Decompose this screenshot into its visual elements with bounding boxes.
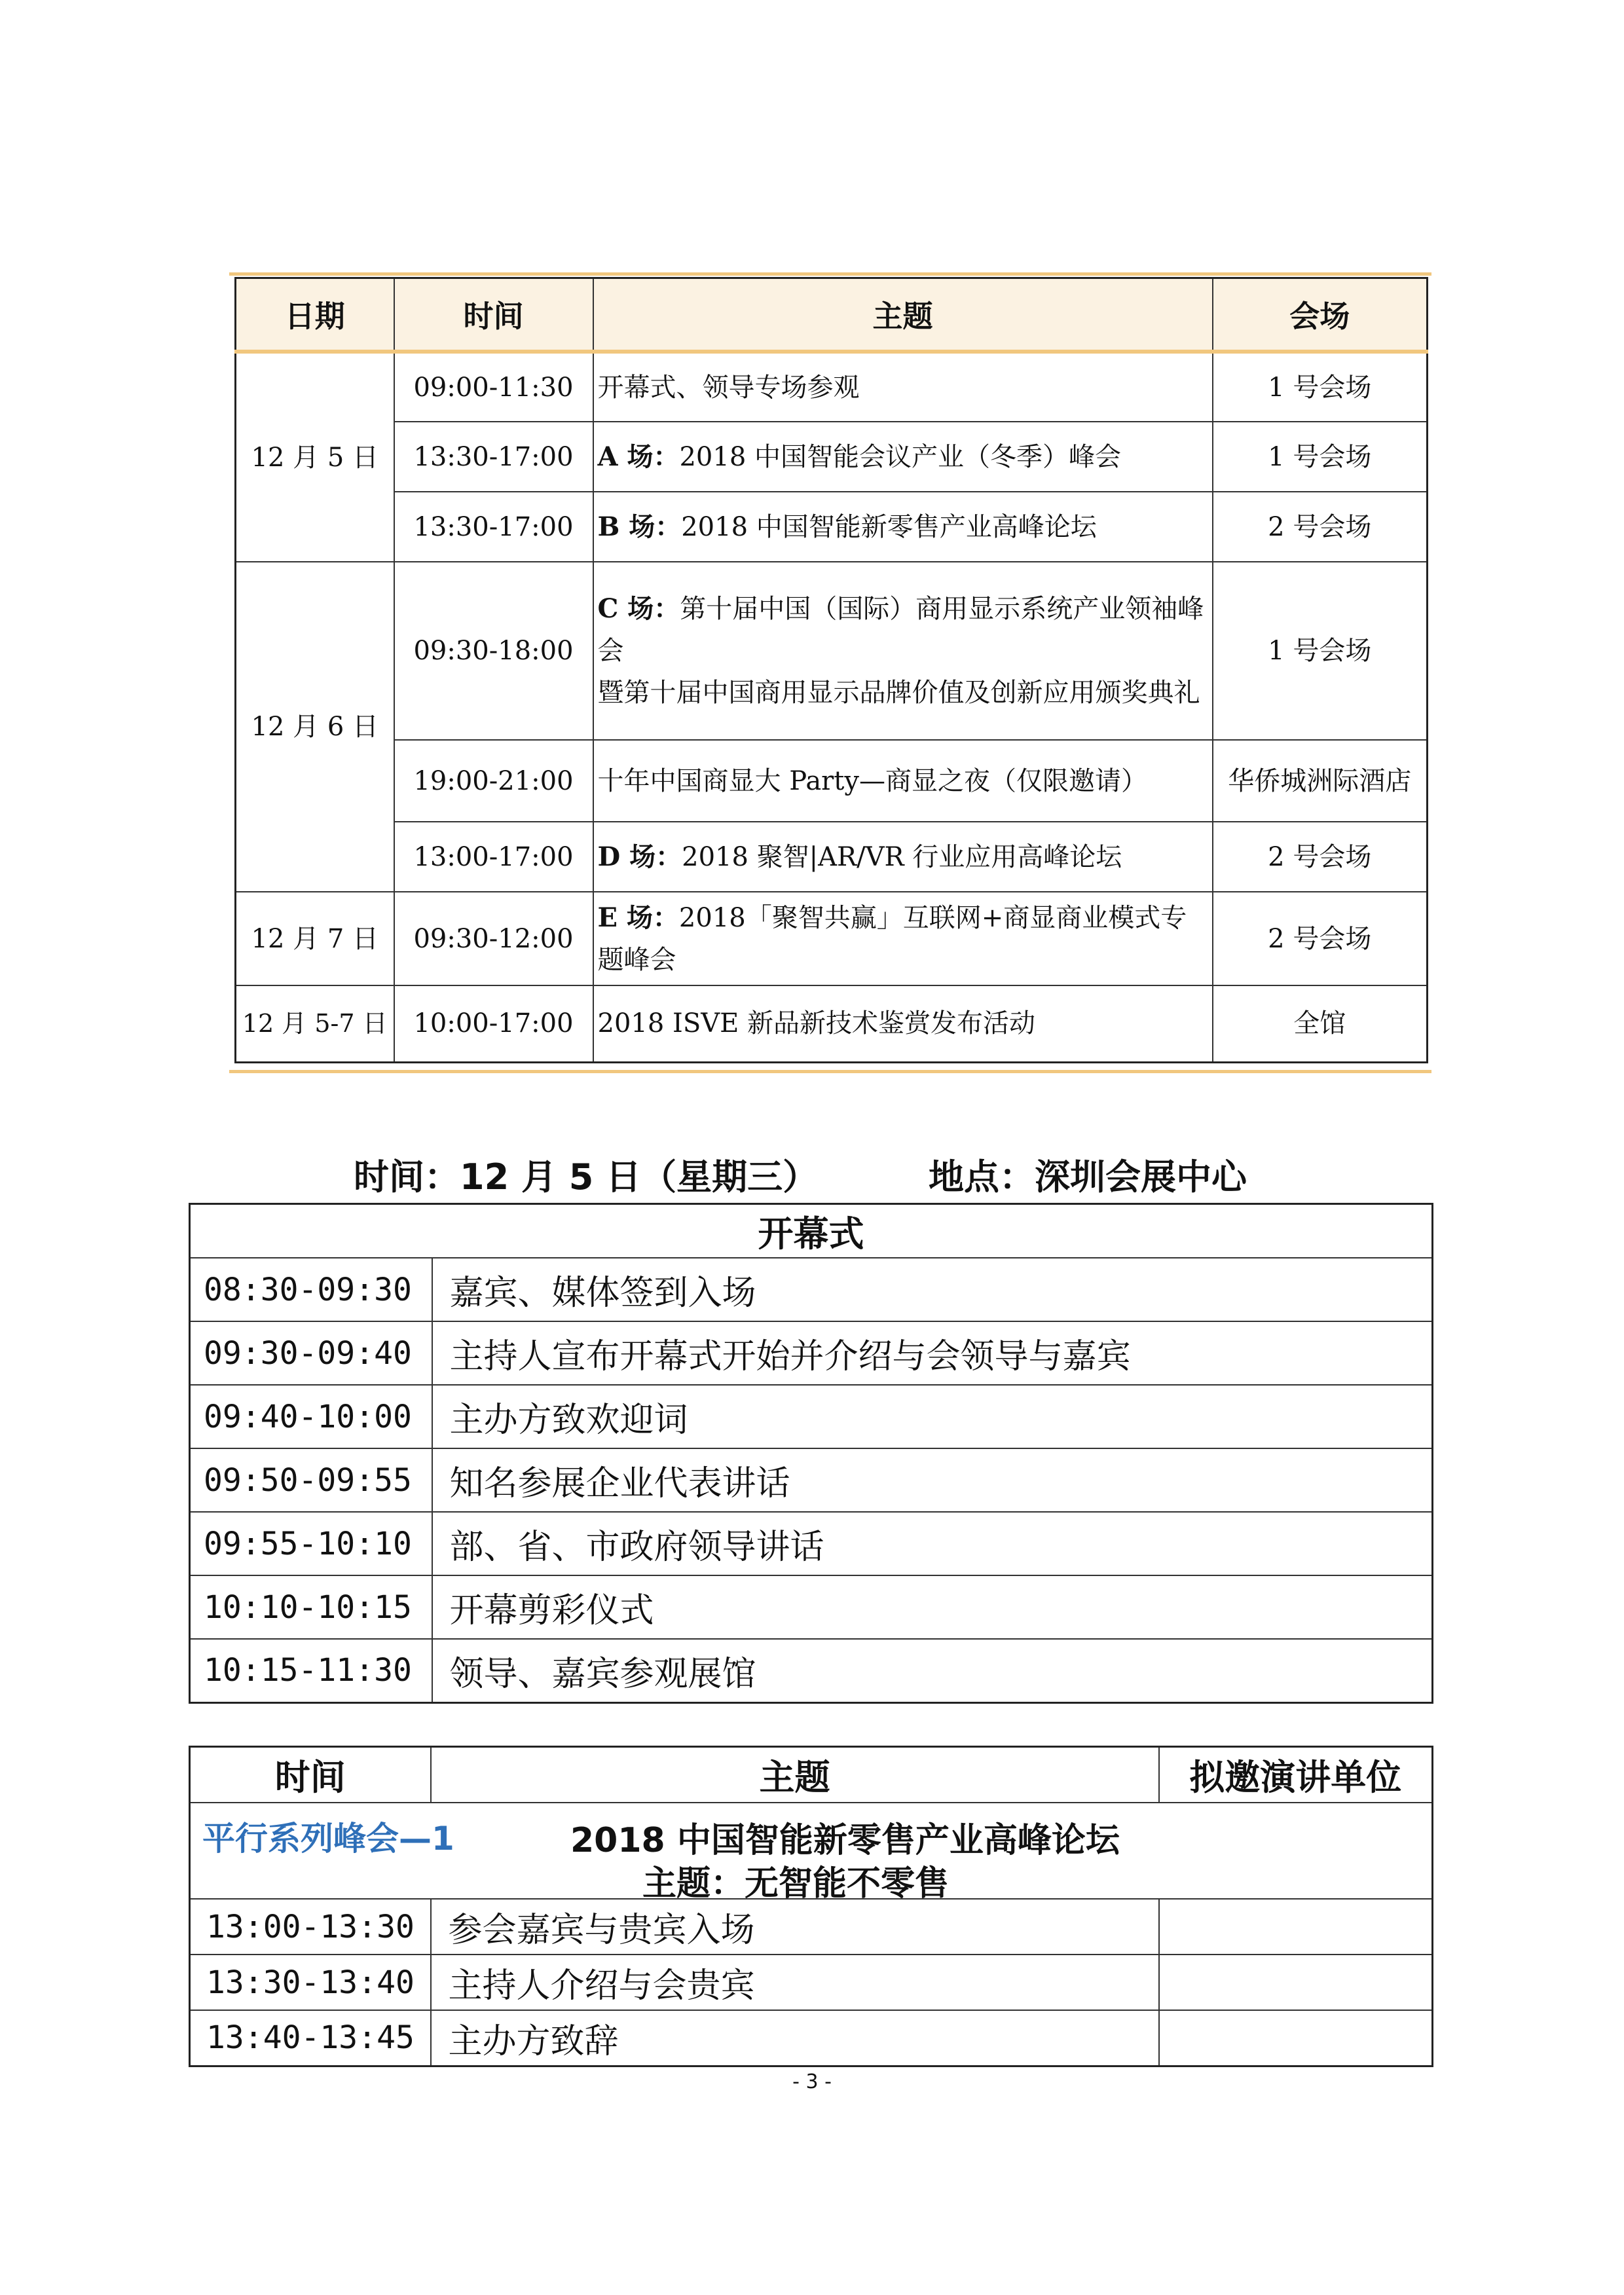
item-cell: 嘉宾、媒体签到入场 — [432, 1258, 1433, 1321]
speaker-cell — [1159, 1899, 1433, 1955]
time-cell: 13:30-17:00 — [394, 492, 593, 562]
header-topic: 主题 — [593, 278, 1213, 352]
time-cell: 13:40-13:45 — [190, 2010, 431, 2066]
table-row — [236, 422, 1428, 492]
item-cell: 主办方致辞 — [431, 2010, 1159, 2066]
venue-cell: 2 号会场 — [1213, 492, 1428, 562]
time-cell: 10:00-17:00 — [394, 985, 593, 1062]
venue-cell: 1 号会场 — [1213, 422, 1428, 492]
topic-text: 十年中国商显大 Party—商显之夜（仅限邀请） — [597, 765, 1147, 796]
forum-title: 2018 中国智能新零售产业高峰论坛 — [570, 1821, 1120, 1860]
topic-text-2: 暨第十届中国商用显示品牌价值及创新应用颁奖典礼 — [597, 678, 1200, 708]
item-cell: 开幕剪彩仪式 — [432, 1575, 1433, 1639]
item-cell: 部、省、市政府领导讲话 — [432, 1512, 1433, 1575]
time-cell: 10:15-11:30 — [190, 1639, 432, 1702]
time-cell: 13:00-17:00 — [394, 822, 593, 892]
event-date-heading: 时间：12 月 5 日（星期三） — [354, 1156, 819, 1198]
time-cell: 09:30-12:00 — [394, 892, 593, 985]
time-cell: 09:00-11:30 — [394, 352, 593, 422]
item-cell: 知名参展企业代表讲话 — [432, 1448, 1433, 1512]
item-cell: 主持人宣布开幕式开始并介绍与会领导与嘉宾 — [432, 1321, 1433, 1385]
header-speaker: 拟邀演讲单位 — [1159, 1747, 1433, 1803]
time-cell: 09:40-10:00 — [190, 1385, 432, 1448]
topic-cell — [593, 822, 1213, 892]
table-row — [190, 1512, 1433, 1575]
time-cell: 13:30-17:00 — [394, 422, 593, 492]
table-row — [236, 740, 1428, 822]
topic-text: 2018 中国智能会议产业（冬季）峰会 — [679, 441, 1121, 472]
venue-cell: 1 号会场 — [1213, 562, 1428, 740]
header-time: 时间 — [190, 1747, 431, 1803]
page-number: - 3 - — [792, 2070, 832, 2093]
time-cell: 13:00-13:30 — [190, 1899, 431, 1955]
header-date: 日期 — [236, 278, 394, 352]
topic-cell — [593, 740, 1213, 822]
speaker-cell — [1159, 1955, 1433, 2010]
header-topic: 主题 — [431, 1747, 1159, 1803]
forum-banner — [190, 1803, 1433, 1903]
item-cell: 主办方致欢迎词 — [432, 1385, 1433, 1448]
venue-cell: 1 号会场 — [1213, 352, 1428, 422]
session-label: E 场： — [597, 902, 679, 933]
time-cell: 13:30-13:40 — [190, 1955, 431, 2010]
table-row — [236, 892, 1428, 985]
schedule-table-bottom-edge — [229, 1066, 1431, 1073]
table-row — [236, 352, 1428, 422]
venue-cell: 2 号会场 — [1213, 822, 1428, 892]
session-label: C 场： — [597, 593, 680, 624]
item-cell: 参会嘉宾与贵宾入场 — [431, 1899, 1159, 1955]
time-cell: 09:30-09:40 — [190, 1321, 432, 1385]
topic-text: 2018 聚智|AR/VR 行业应用高峰论坛 — [682, 841, 1122, 872]
venue-cell: 全馆 — [1213, 985, 1428, 1062]
schedule-table — [234, 277, 1428, 1063]
table-row — [190, 1321, 1433, 1385]
table-row — [236, 985, 1428, 1062]
table-row — [190, 1899, 1433, 1955]
session-label: A 场： — [597, 441, 680, 472]
table-row — [190, 2010, 1433, 2066]
date-cell: 12 月 6 日 — [236, 562, 394, 892]
date-cell: 12 月 5-7 日 — [236, 985, 394, 1062]
table-row — [190, 1385, 1433, 1448]
table-row — [190, 1639, 1433, 1702]
table-row — [236, 822, 1428, 892]
schedule-header-row — [236, 278, 1428, 352]
topic-text: 2018 中国智能新零售产业高峰论坛 — [681, 511, 1097, 542]
header-time: 时间 — [394, 278, 593, 352]
table-row — [190, 1448, 1433, 1512]
topic-text: 开幕式、领导专场参观 — [597, 372, 860, 403]
topic-cell — [593, 422, 1213, 492]
opening-caption-row — [190, 1204, 1433, 1258]
series-label: 平行系列峰会—1 — [202, 1820, 454, 1858]
session-label: D 场： — [597, 841, 682, 872]
opening-ceremony-table — [189, 1203, 1433, 1704]
header-venue: 会场 — [1213, 278, 1428, 352]
time-cell: 09:55-10:10 — [190, 1512, 432, 1575]
table-row — [190, 1575, 1433, 1639]
time-cell: 08:30-09:30 — [190, 1258, 432, 1321]
speaker-cell — [1159, 2010, 1433, 2066]
venue-cell: 2 号会场 — [1213, 892, 1428, 985]
topic-cell — [593, 985, 1213, 1062]
item-cell: 领导、嘉宾参观展馆 — [432, 1639, 1433, 1702]
forum-theme: 主题：无智能不零售 — [642, 1864, 950, 1903]
table-row — [190, 1955, 1433, 2010]
topic-text: 2018「聚智共赢」互联网+商显商业模式专题峰会 — [597, 902, 1187, 975]
table-row — [190, 1258, 1433, 1321]
opening-caption: 开幕式 — [190, 1204, 1433, 1258]
venue-cell: 华侨城洲际酒店 — [1213, 740, 1428, 822]
event-place-heading: 地点：深圳会展中心 — [929, 1156, 1247, 1198]
topic-cell — [593, 352, 1213, 422]
topic-text: 2018 ISVE 新品新技术鉴赏发布活动 — [597, 1008, 1036, 1039]
item-cell: 主持人介绍与会贵宾 — [431, 1955, 1159, 2010]
session-label: B 场： — [597, 511, 682, 542]
time-cell: 09:50-09:55 — [190, 1448, 432, 1512]
table-row — [236, 562, 1428, 740]
date-cell: 12 月 7 日 — [236, 892, 394, 985]
parallel-forum-table — [189, 1746, 1433, 2067]
time-cell: 19:00-21:00 — [394, 740, 593, 822]
topic-cell — [593, 562, 1213, 740]
time-cell: 10:10-10:15 — [190, 1575, 432, 1639]
time-cell: 09:30-18:00 — [394, 562, 593, 740]
forum-banner-row — [190, 1803, 1433, 1899]
date-cell: 12 月 5 日 — [236, 352, 394, 562]
topic-cell — [593, 892, 1213, 985]
table-row — [236, 492, 1428, 562]
forum-header-row — [190, 1747, 1433, 1803]
topic-text: 第十届中国（国际）商用显示系统产业领袖峰会 — [597, 594, 1204, 666]
topic-cell — [593, 492, 1213, 562]
